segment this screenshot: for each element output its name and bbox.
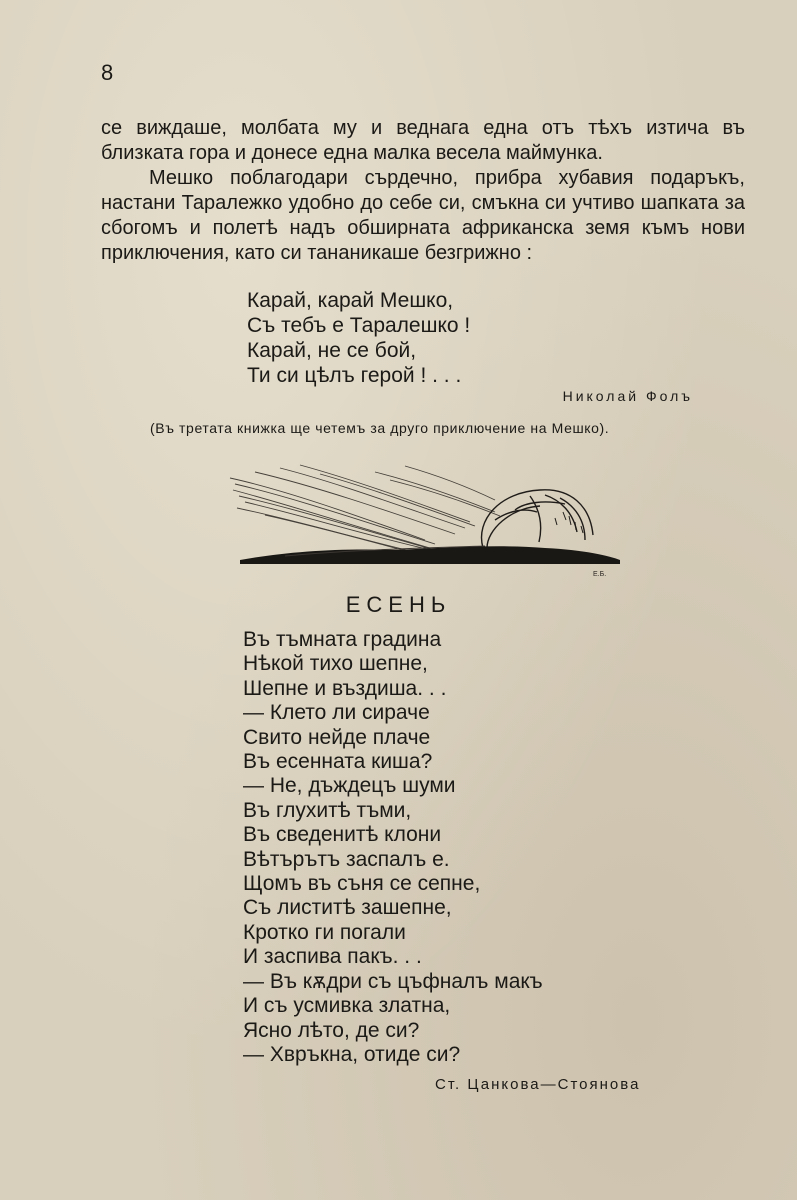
song-line: Карай, не се бой, (247, 339, 417, 362)
song-line: Съ тебъ е Таралешко ! (247, 314, 471, 337)
poem-line: — Клето ли сираче (243, 701, 430, 725)
song-line: Карай, карай Мешко, (247, 289, 454, 312)
song-line: Ти си цѣлъ герой ! . . . (247, 364, 462, 387)
poem-line: Ясно лѣто, де си? (243, 1018, 420, 1042)
poem-line: — Хвръкна, отиде си? (243, 1042, 461, 1066)
wind-lines (230, 465, 500, 552)
poem-title: ЕСЕНЬ (345, 592, 452, 617)
song-verse (247, 288, 470, 388)
artist-signature: Е.Б. (593, 571, 607, 578)
story-paragraph: се виждаше, молбата му и веднага една отъ тѣхъ изтича въ близката гора и донесе една малка весела маймунка. (101, 117, 745, 164)
poem-line: Въ есенната киша? (243, 750, 433, 774)
poem-verse (243, 628, 543, 1067)
poem-line: Шепне и въздиша. . . (243, 676, 447, 700)
poem-author: Ст. Цанкова—Стоянова (435, 1076, 641, 1093)
page-number: 8 (101, 60, 114, 85)
story-paragraph: Мешко поблагодари сърдечно, прибра хубавия подаръкъ, настани Таралежко удобно до себе си, смъкна си учтиво шапката за сбогомъ и полетѣ надъ обширната африканска земя къмъ нови приключения, като си тананикаше безгрижно : (101, 167, 745, 264)
story-text (101, 116, 745, 266)
continuation-note: (Въ третата книжка ще четемъ за друго приключение на Мешко). (150, 420, 610, 436)
poem-line: Вѣтърътъ заспалъ е. (243, 847, 450, 871)
bent-tree (482, 490, 593, 548)
poem-line: Свито нейде плаче (243, 725, 431, 749)
poem-line: И заспива пакъ. . . (243, 945, 422, 969)
poem-line: Въ тъмната градина (243, 628, 442, 651)
poem-line: Щомъ въ съня се сепне, (243, 872, 481, 896)
song-author: Николай Фолъ (562, 388, 693, 404)
poem-line: Нѣкой тихо шепне, (243, 652, 428, 676)
poem-line: Въ сведенитѣ клони (243, 823, 442, 847)
poem-line: Кротко ги погали (243, 920, 406, 944)
poem-line: Съ листитѣ зашепне, (243, 896, 452, 920)
poem-line: — Не, дъждецъ шуми (243, 774, 456, 798)
landscape-illustration (225, 460, 625, 580)
poem-line: — Въ кѫдри съ цъфналъ макъ (243, 969, 543, 993)
poem-line: И съ усмивка златна, (243, 994, 451, 1018)
poem-line: Въ глухитѣ тъми, (243, 798, 412, 822)
